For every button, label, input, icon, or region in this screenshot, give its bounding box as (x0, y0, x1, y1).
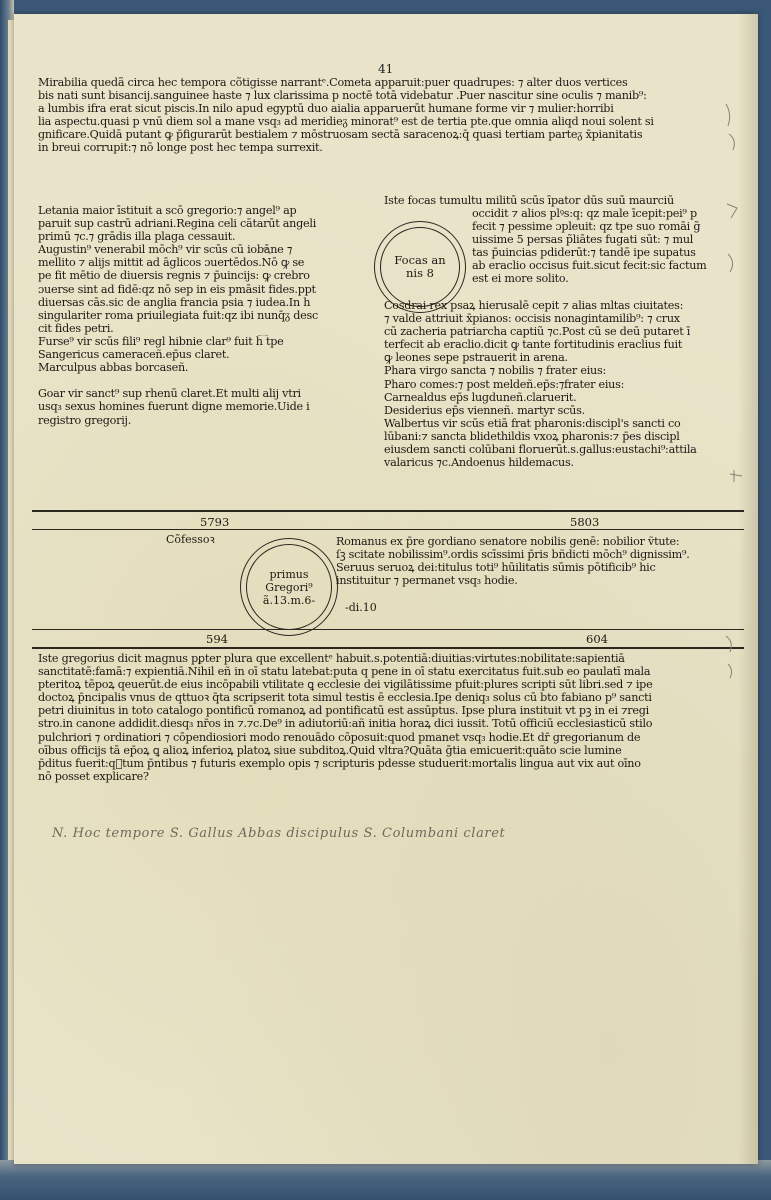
text-line: diuersas cās.sic de anglia francia psia ⁊ iudea.In h̄ (38, 295, 311, 309)
text-line: in breui corrupit:⁊ nō longe post hec tempa surrexit. (38, 141, 323, 155)
text-line: ⁊ valde attriuit x̄pianos: occisis nonagintamilib⁹: ⁊ crux (384, 312, 680, 326)
text-line: Pharo comes:⁊ post meldeñ.ep̄s:⁊frater eius: (384, 377, 625, 391)
text-line: stro.in canone addidit.diesq₃ nr̄os in ⁊.⁊c.De⁹ in adiutoriū:añ initia horaꝝ dici iussit. Totū officiū ecclesiasticū stilo (38, 717, 653, 731)
gregory-band-text (336, 535, 740, 587)
handwritten-annotation: N. Hoc tempore S. Gallus Abbas discipulus S. Columbani claret (52, 826, 506, 841)
text-line: Romanus ex p̄re gordiano senatore nobilis genē: nobilior ṽtute: (336, 535, 680, 548)
text-line: fecit ⁊ pessime ɔpleuit: qz tpe suo romāi g̃ (472, 220, 701, 234)
marginal-marks (14, 14, 758, 1164)
text-line: Furse⁹ vir scūs fili⁹ regl hibnie clar⁹ fuit h͡ tpe (38, 334, 284, 348)
text-line: primū ⁊c.⁊ grādis illa plaga cessauit. (38, 230, 236, 244)
text-line: doctoꝝ p̄ncipalis vnus de qttuoꝛ q̄ta scripserit tota simul testis ē ecclesia.Ipe deniq₃ solus cū bt̄o fabiano p⁹ sancti (38, 691, 652, 705)
year-left: 5793 (200, 515, 230, 529)
text-line: Mirabilia quedã circa hec tempora cõtigisse narrantᵉ.Cometa apparuit:puer quadrupes: ⁊ alter duos vertices (38, 76, 628, 89)
dies-count: -di.10 (345, 601, 377, 614)
text-line: Goar vir sanct⁹ sup rhenū claret.Et multi alij vtri (38, 387, 301, 401)
text-line: instituitur ⁊ permanet vsq₃ hodie. (336, 574, 518, 588)
text-line: paruit sup castrū adriani.Regina celi cātarūt angeli (38, 217, 317, 231)
text-line: Cosdrai rex psaꝝ hierusalē cepit ⁊ alias mltas ciuitates: (384, 299, 684, 312)
text-line: pteritoꝝ tēpoꝝ qeuerūt.de eius incōpabili vtilitate ꝗ ecclesie dei vigilātissime pfuit:plures scripti sūt libri.sed ⁊ ipe (38, 678, 653, 692)
text-line: est ei more solito. (472, 272, 569, 286)
text-line: eiusdem sancti colūbani floruerūt.s.gallus:eustachi⁹:attila (384, 443, 697, 457)
text-line: Carnealdus ep̄s lugduneñ.claruerit. (384, 390, 577, 404)
text-line: usq₃ sexus homines fuerunt digne memorie.Uide i (38, 400, 310, 414)
book-page (14, 14, 758, 1164)
text-line: ab eraclio occisus fuit.sicut fecit:sic factum (472, 259, 707, 273)
text-line: gnificare.Quidā putant ꝙ p̄figurarūt bestialem ⁊ mōstruosam sectā saracenoꝝ:q̄ quasi tertiam parteᵹ x̄pianitatis (38, 128, 643, 142)
text-line: ꝙ leones sepe pstrauerit in arena. (384, 351, 568, 365)
folio-number: 41 (378, 62, 394, 76)
text-line: Walbertus vir scūs etiā frat̄ pharonis:discipl's sancti co (384, 416, 681, 430)
text-line: petri diuinitus in toto catalogo pontificū romanoꝝ ad pontificatū est assūptus. Ipse plura instituit vt pꝫ in ei ⁊regi (38, 704, 649, 718)
text-line: pulchriori ⁊ ordinatiori ⁊ cōpendiosiori modo renouādo cōposuit:quod pmanet vsq₃ hodie.Et dr̄ gregorianum de (38, 730, 641, 744)
year-bottom-left: 594 (206, 632, 228, 646)
text-line: Iste gregorius dicit magnus pꝑter plura que excellentᵉ habuit.s.potentiā:diuitias:virtutes:nobilitate:sapientiā (38, 652, 625, 665)
focas-circle (380, 227, 460, 307)
focas-circle-line: Focas an (394, 253, 446, 267)
text-line: ɔuerse sint ad fidē:qz nō sep in eis pmāsit fides.ppt̄ (38, 282, 316, 296)
text-line: tas p̄uincias pdiderūt:⁊ tandē ipe supatus (472, 246, 696, 260)
text-line: cū zacheria patriarcha captiũ ⁊c.Post cū se deū putaret ī (384, 325, 691, 339)
text-line: a lumbis ifra erat sicut piscis.In nilo apud egyptū duo aialia apparuerūt humane forme vir ⁊ mulier:horribi (38, 102, 614, 116)
text-line: mellito ⁊ alijs mittit ad āglicos ɔuertēdos.Nō ꝙ se (38, 256, 305, 270)
intro-paragraph (38, 76, 738, 155)
text-line: sanctitatē:famā:⁊ expientiā.Nihil eñ in oī statu latebat:puta q pene in oī statu exercitatus fuit.sub eo paulatī mala (38, 665, 651, 679)
scanner-background-bottom (0, 1160, 771, 1200)
focas-heading (384, 194, 736, 207)
gregory-circle-line: Gregori⁹ (265, 580, 313, 594)
confessor-label: Cõfessoꝛ (166, 533, 215, 546)
text-line: Sangericus cameraceñ.ep̄us claret. (38, 348, 230, 362)
text-line: Phara virgo sancta ⁊ nobilis ⁊ frater eius: (384, 364, 606, 378)
text-line: oībus officijs tā ep̄oꝝ ꝗ alioꝝ inferioꝝ platoꝝ siue subditoꝝ.Quid vltra?Quāta ḡtia emicuerit:quāto scie lumine (38, 743, 622, 757)
gregory-circle (246, 544, 332, 630)
text-line: Desiderius ep̄s vienneñ. martyr scūs. (384, 403, 585, 417)
gregory-paragraph (38, 652, 740, 783)
band-inner-rule (32, 529, 744, 530)
year-bottom-right: 604 (586, 632, 608, 646)
gregory-circle-line: primus (269, 567, 309, 581)
pencil-mark (726, 636, 731, 652)
text-line: uissime 5 persas p̃liātes fugati sūt: ⁊ mul (472, 233, 694, 247)
text-line (38, 374, 378, 387)
focas-circle-line: nis 8 (406, 266, 434, 280)
text-line: valaricus ⁊c.Andoenus hildemacus. (384, 456, 574, 470)
text-line: Augustin⁹ venerabil mōch⁹ vir scūs cū iobāne ⁊ (38, 243, 293, 257)
text-line: singulariter roma priuilegiata fuit:qz ibi nunq̄ᵹ desc (38, 308, 319, 322)
text-line: Letania maior īstituit a scō gregorio:⁊ angel⁹ ap (38, 204, 297, 217)
text-line: bis nati sunt bisancij.sanguinee haste ⁊ lux clarissima p noctē totā videbatur .Puer nascitur sine oculis ⁊ manib⁹: (38, 89, 647, 103)
band-top-rule (32, 510, 744, 512)
band-lower-rule (32, 629, 744, 630)
left-column (38, 204, 378, 427)
band-bottom-rule (32, 647, 744, 649)
text-line: cit fides petri. (38, 321, 114, 335)
text-line: Marculpus abbas borcaseñ. (38, 361, 189, 375)
gregory-circle-line: ã.13.m.6- (262, 593, 316, 607)
text-line: lūbani:⁊ sancta blidethildis vxoꝝ pharonis:⁊ p̄es discipl̄ (384, 429, 680, 443)
year-right: 5803 (570, 515, 600, 529)
text-line: occidit ⁊ alios plꝰs:q: qz male īcepit:pei⁹ p (472, 207, 697, 220)
text-line: Seruus seruoꝝ dei:titulus toti⁹ hūilitatis sūmis pōtificib⁹ hic (336, 561, 656, 575)
text-line: nō posset explicare? (38, 769, 149, 783)
page-edge-shadow (738, 14, 758, 1164)
text-line: Iste focas tumultu militū scūs īpator dūs suū maurciū (384, 194, 674, 207)
text-line: pe fit mētio de diuersis regnis ⁊ p̄uincijs: ꝙ crebro (38, 269, 310, 283)
focas-paragraph (472, 207, 736, 286)
text-line: p̄ditus fuerit:qᷓtum p̄ntibus ⁊ futuris exemplo opis ⁊ scripturis pdesse studuerit:mortalis lingua aut vix aut oīno (38, 756, 641, 770)
text-line: lia aspectu.quasi p vnū diem sol a mane vsq₃ ad meridieᵹ minorat⁹ est de tertia pte.que omnia aliqd noui solent si (38, 115, 654, 129)
text-line: terfecit ab eraclio.dicit ꝙ tante fortitudinis eraclius fuit (384, 338, 683, 352)
text-line: registro gregorij. (38, 413, 132, 427)
text-line: ſꝫ scitate nobilissim⁹.ordis scīssimi p̄ris bñdicti mōch⁹ dignissim⁹. (336, 548, 690, 562)
right-column (384, 299, 736, 469)
